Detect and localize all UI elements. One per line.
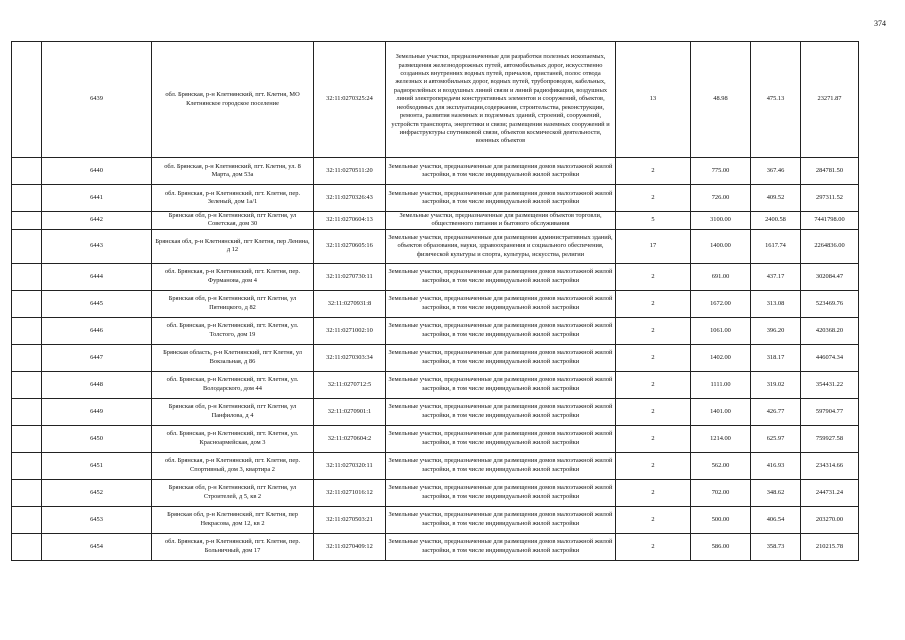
blank-cell	[12, 158, 42, 185]
group-number-cell: 2	[616, 425, 691, 452]
address-cell: обл. Брянская, р-н Клетнянский, пгт. Клетня, пер. Фурманова, дом 4	[152, 263, 314, 290]
page-number: 374	[874, 19, 886, 28]
specific-value-cell: 625.97	[751, 425, 801, 452]
cadastral-number-cell: 32:11:0270503:21	[314, 506, 386, 533]
land-use-purpose-cell: Земельные участки, предназначенные для размещения домов малоэтажной жилой застройки, в том числе индивидуальной жилой застройки	[386, 158, 616, 185]
table-row	[12, 344, 859, 371]
address-cell: обл. Брянская, р-н Клетнянский, пгт. Клетня, ул. Красноармейская, дом 3	[152, 425, 314, 452]
cadastral-value-cell: 284781.50	[801, 158, 859, 185]
land-use-purpose-cell: Земельные участки, предназначенные для разработки полезных ископаемых, размещения железнодорожных путей, автомобильных дорог, искусственно созданных внутренних водных путей, причалов, пристаней, полос отвода железных и автомобильных дорог, водных путей, трубопроводов, кабельных, радиорелейных и воздушных линий связи и линий радиофикации, воздушных линий электропередачи конструктивных элементов и сооружений, объектов, необходимых для эксплуатации,содержания, строительства, реконструкции, ремонта, развития наземных и подземных зданий, строений, сооружений, устройств транспорта, энергетики и связи; размещения наземных сооружений и инфраструктуры спутниковой связи, объектов космической деятельности, военных объектов	[386, 42, 616, 158]
group-number-cell: 5	[616, 212, 691, 230]
row-number-cell: 6445	[42, 290, 152, 317]
area-cell: 1401.00	[691, 398, 751, 425]
table-row	[12, 290, 859, 317]
cadastral-value-cell: 23271.87	[801, 42, 859, 158]
cadastral-number-cell: 32:11:0270712:5	[314, 371, 386, 398]
cadastral-value-cell: 420368.20	[801, 317, 859, 344]
address-cell: обл. Брянская, р-н Клетнянский, пгт. Клетня, пер. Больничный, дом 17	[152, 533, 314, 560]
address-cell: Брянская обл, р-н Клетнянский, пгт Клетня, ул Пятницкого, д 82	[152, 290, 314, 317]
cadastral-number-cell: 32:11:0270320:11	[314, 452, 386, 479]
table-row	[12, 158, 859, 185]
specific-value-cell: 396.20	[751, 317, 801, 344]
blank-cell	[12, 506, 42, 533]
group-number-cell: 17	[616, 229, 691, 263]
group-number-cell: 2	[616, 290, 691, 317]
blank-cell	[12, 398, 42, 425]
land-use-purpose-cell: Земельные участки, предназначенные для размещения домов малоэтажной жилой застройки, в том числе индивидуальной жилой застройки	[386, 263, 616, 290]
area-cell: 1061.00	[691, 317, 751, 344]
land-use-purpose-cell: Земельные участки, предназначенные для размещения домов малоэтажной жилой застройки, в том числе индивидуальной жилой застройки	[386, 185, 616, 212]
cadastral-number-cell: 32:11:0270325:24	[314, 42, 386, 158]
specific-value-cell: 409.52	[751, 185, 801, 212]
land-use-purpose-cell: Земельные участки, предназначенные для размещения домов малоэтажной жилой застройки, в том числе индивидуальной жилой застройки	[386, 317, 616, 344]
area-cell: 500.00	[691, 506, 751, 533]
cadastral-number-cell: 32:11:0270931:8	[314, 290, 386, 317]
specific-value-cell: 416.93	[751, 452, 801, 479]
blank-cell	[12, 425, 42, 452]
row-number-cell: 6441	[42, 185, 152, 212]
land-use-purpose-cell: Земельные участки, предназначенные для размещения административных зданий, объектов образования, науки, здравоохранения и социального обеспечения, физической культуры и спорта, культуры, искусства, религии	[386, 229, 616, 263]
cadastral-number-cell: 32:11:0270511:20	[314, 158, 386, 185]
table-row	[12, 42, 859, 158]
specific-value-cell: 426.77	[751, 398, 801, 425]
cadastral-value-cell: 302084.47	[801, 263, 859, 290]
blank-cell	[12, 42, 42, 158]
specific-value-cell: 437.17	[751, 263, 801, 290]
address-cell: обл. Брянская, р-н Клетнянский, пгт. Клетня, пер. Спортивный, дом 3, квартира 2	[152, 452, 314, 479]
land-use-purpose-cell: Земельные участки, предназначенные для размещения домов малоэтажной жилой застройки, в том числе индивидуальной жилой застройки	[386, 425, 616, 452]
area-cell: 1214.00	[691, 425, 751, 452]
specific-value-cell: 406.54	[751, 506, 801, 533]
address-cell: обл. Брянская, р-н Клетнянский, пгт. Клетня, ул. Толстого, дом 19	[152, 317, 314, 344]
land-use-purpose-cell: Земельные участки, предназначенные для размещения домов малоэтажной жилой застройки, в том числе индивидуальной жилой застройки	[386, 479, 616, 506]
group-number-cell: 2	[616, 158, 691, 185]
blank-cell	[12, 263, 42, 290]
land-use-purpose-cell: Земельные участки, предназначенные для размещения домов малоэтажной жилой застройки, в том числе индивидуальной жилой застройки	[386, 290, 616, 317]
row-number-cell: 6442	[42, 212, 152, 230]
land-use-purpose-cell: Земельные участки, предназначенные для размещения домов малоэтажной жилой застройки, в том числе индивидуальной жилой застройки	[386, 452, 616, 479]
row-number-cell: 6448	[42, 371, 152, 398]
area-cell: 691.00	[691, 263, 751, 290]
land-use-purpose-cell: Земельные участки, предназначенные для размещения домов малоэтажной жилой застройки, в том числе индивидуальной жилой застройки	[386, 371, 616, 398]
area-cell: 1400.00	[691, 229, 751, 263]
address-cell: обл. Брянская, р-н Клетнянский, пгт. Клетня, пер. Зеленый, дом 1а/1	[152, 185, 314, 212]
cadastral-number-cell: 32:11:0270605:16	[314, 229, 386, 263]
specific-value-cell: 367.46	[751, 158, 801, 185]
area-cell: 3100.00	[691, 212, 751, 230]
row-number-cell: 6447	[42, 344, 152, 371]
land-use-purpose-cell: Земельные участки, предназначенные для размещения объектов торговли, общественного питания и бытового обслуживания	[386, 212, 616, 230]
row-number-cell: 6454	[42, 533, 152, 560]
cadastral-value-cell: 203270.00	[801, 506, 859, 533]
row-number-cell: 6449	[42, 398, 152, 425]
cadastral-value-table	[11, 41, 859, 561]
cadastral-value-cell: 297311.52	[801, 185, 859, 212]
group-number-cell: 2	[616, 506, 691, 533]
table-row	[12, 479, 859, 506]
group-number-cell: 2	[616, 344, 691, 371]
group-number-cell: 2	[616, 317, 691, 344]
address-cell: обл. Брянская, р-н Клетнянский, пгт. Клетня, ул. 8 Марта, дом 53а	[152, 158, 314, 185]
row-number-cell: 6452	[42, 479, 152, 506]
cadastral-value-cell: 244731.24	[801, 479, 859, 506]
specific-value-cell: 313.08	[751, 290, 801, 317]
row-number-cell: 6444	[42, 263, 152, 290]
group-number-cell: 2	[616, 185, 691, 212]
area-cell: 1672.00	[691, 290, 751, 317]
blank-cell	[12, 290, 42, 317]
cadastral-number-cell: 32:11:0270730:11	[314, 263, 386, 290]
row-number-cell: 6439	[42, 42, 152, 158]
area-cell: 586.00	[691, 533, 751, 560]
area-cell: 1402.00	[691, 344, 751, 371]
group-number-cell: 2	[616, 398, 691, 425]
area-cell: 48.98	[691, 42, 751, 158]
blank-cell	[12, 185, 42, 212]
cadastral-number-cell: 32:11:0270901:1	[314, 398, 386, 425]
address-cell: Брянская обл, р-н Клетнянский, пгт Клетня, ул Советская, дом 30	[152, 212, 314, 230]
address-cell: Брянская обл, р-н Клетнянский, пгт Клетня, ул Строителей, д 5, кв 2	[152, 479, 314, 506]
cadastral-value-cell: 210215.78	[801, 533, 859, 560]
area-cell: 726.00	[691, 185, 751, 212]
specific-value-cell: 348.62	[751, 479, 801, 506]
area-cell: 775.00	[691, 158, 751, 185]
land-use-purpose-cell: Земельные участки, предназначенные для размещения домов малоэтажной жилой застройки, в том числе индивидуальной жилой застройки	[386, 398, 616, 425]
cadastral-value-cell: 446074.34	[801, 344, 859, 371]
address-cell: Брянская обл, р-н Клетнянский, пгт Клетня, ул Панфилова, д 4	[152, 398, 314, 425]
specific-value-cell: 358.73	[751, 533, 801, 560]
blank-cell	[12, 344, 42, 371]
specific-value-cell: 1617.74	[751, 229, 801, 263]
group-number-cell: 13	[616, 42, 691, 158]
cadastral-number-cell: 32:11:0270409:12	[314, 533, 386, 560]
blank-cell	[12, 371, 42, 398]
blank-cell	[12, 452, 42, 479]
address-cell: Брянская область, р-н Клетнянский, пгт Клетня, ул Вокзальная, д 86	[152, 344, 314, 371]
row-number-cell: 6440	[42, 158, 152, 185]
blank-cell	[12, 317, 42, 344]
blank-cell	[12, 479, 42, 506]
area-cell: 702.00	[691, 479, 751, 506]
table-row	[12, 317, 859, 344]
table-row	[12, 371, 859, 398]
table-row	[12, 533, 859, 560]
specific-value-cell: 318.17	[751, 344, 801, 371]
group-number-cell: 2	[616, 371, 691, 398]
area-cell: 562.00	[691, 452, 751, 479]
table-row	[12, 425, 859, 452]
row-number-cell: 6453	[42, 506, 152, 533]
table-row	[12, 229, 859, 263]
address-cell: обл. Брянская, р-н Клетнянский, пгт. Клетня, ул. Володарского, дом 44	[152, 371, 314, 398]
row-number-cell: 6446	[42, 317, 152, 344]
table-row	[12, 185, 859, 212]
cadastral-number-cell: 32:11:0271016:12	[314, 479, 386, 506]
land-use-purpose-cell: Земельные участки, предназначенные для размещения домов малоэтажной жилой застройки, в том числе индивидуальной жилой застройки	[386, 506, 616, 533]
cadastral-number-cell: 32:11:0270604:13	[314, 212, 386, 230]
blank-cell	[12, 533, 42, 560]
cadastral-value-cell: 597904.77	[801, 398, 859, 425]
table-row	[12, 398, 859, 425]
cadastral-value-cell: 759927.58	[801, 425, 859, 452]
group-number-cell: 2	[616, 452, 691, 479]
address-cell: Брянская обл, р-н Клетнянский, пгт Клетня, пер Некрасова, дом 12, кв 2	[152, 506, 314, 533]
land-use-purpose-cell: Земельные участки, предназначенные для размещения домов малоэтажной жилой застройки, в том числе индивидуальной жилой застройки	[386, 533, 616, 560]
group-number-cell: 2	[616, 479, 691, 506]
table-row	[12, 263, 859, 290]
cadastral-value-cell: 2264836.00	[801, 229, 859, 263]
group-number-cell: 2	[616, 533, 691, 560]
blank-cell	[12, 229, 42, 263]
land-use-purpose-cell: Земельные участки, предназначенные для размещения домов малоэтажной жилой застройки, в том числе индивидуальной жилой застройки	[386, 344, 616, 371]
table-row	[12, 212, 859, 230]
row-number-cell: 6443	[42, 229, 152, 263]
address-cell: обл. Брянская, р-н Клетнянский, пгт. Клетня, МО Клетнянское городское поселение	[152, 42, 314, 158]
cadastral-number-cell: 32:11:0270303:34	[314, 344, 386, 371]
specific-value-cell: 319.02	[751, 371, 801, 398]
cadastral-number-cell: 32:11:0271002:10	[314, 317, 386, 344]
area-cell: 1111.00	[691, 371, 751, 398]
specific-value-cell: 475.13	[751, 42, 801, 158]
row-number-cell: 6450	[42, 425, 152, 452]
blank-cell	[12, 212, 42, 230]
cadastral-number-cell: 32:11:0270604:2	[314, 425, 386, 452]
cadastral-value-cell: 234314.66	[801, 452, 859, 479]
table-row	[12, 452, 859, 479]
cadastral-number-cell: 32:11:0270326:43	[314, 185, 386, 212]
cadastral-value-cell: 354431.22	[801, 371, 859, 398]
cadastral-value-cell: 7441798.00	[801, 212, 859, 230]
group-number-cell: 2	[616, 263, 691, 290]
table-body	[12, 42, 859, 561]
table-row	[12, 506, 859, 533]
address-cell: Брянская обл, р-н Клетнянский, пгт Клетня, пер Ленина, д 12	[152, 229, 314, 263]
cadastral-value-cell: 523469.76	[801, 290, 859, 317]
specific-value-cell: 2400.58	[751, 212, 801, 230]
row-number-cell: 6451	[42, 452, 152, 479]
